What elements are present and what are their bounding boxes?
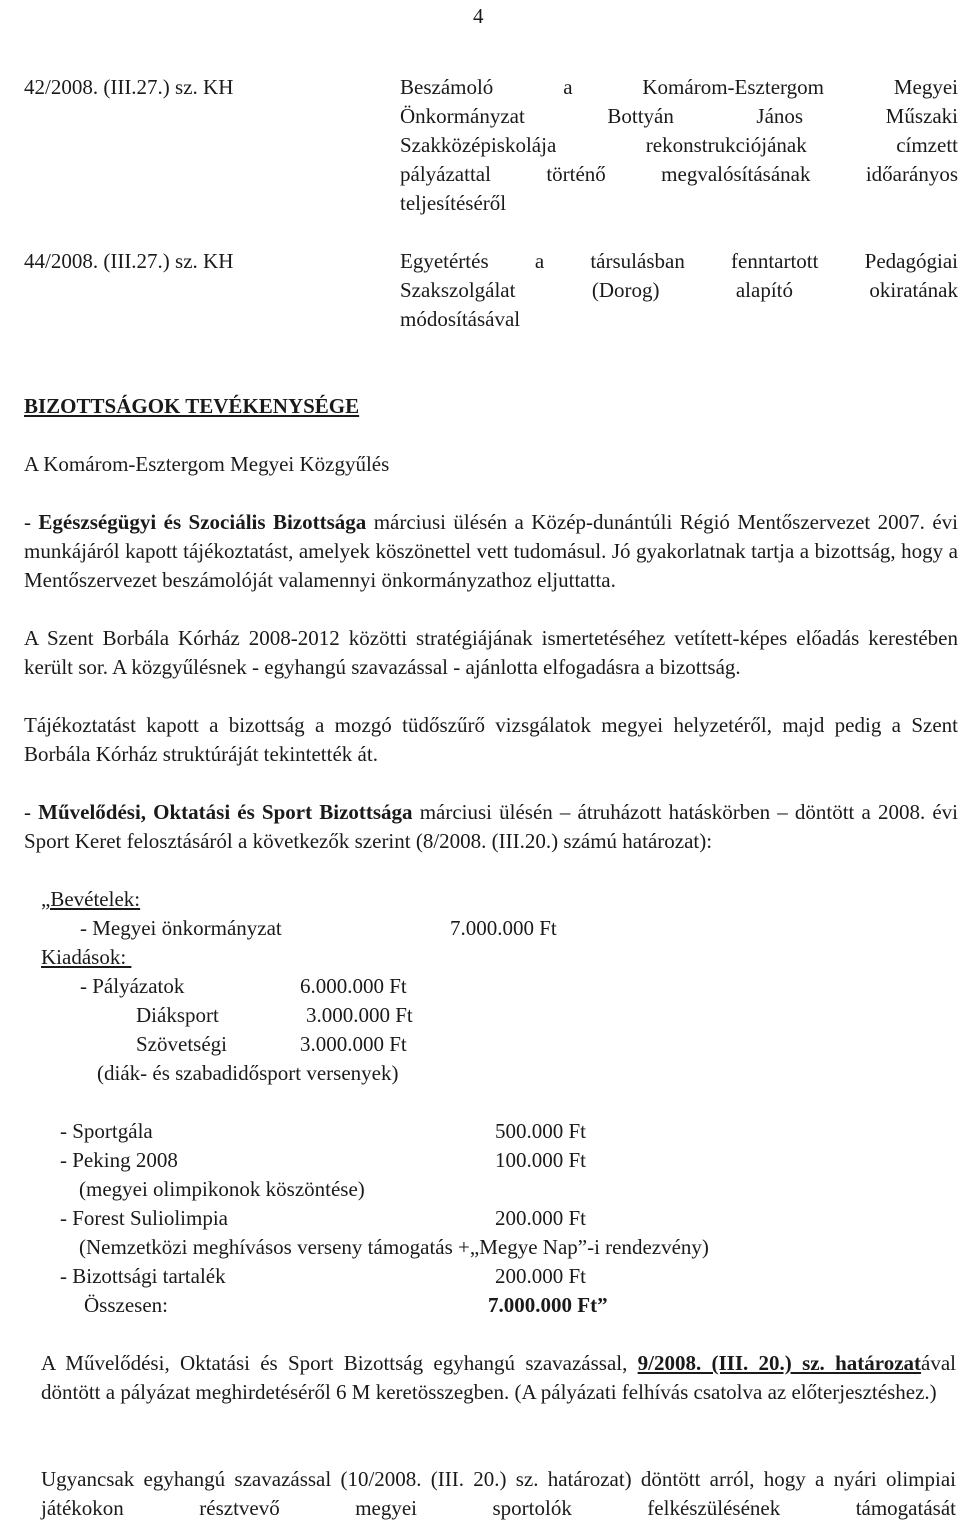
resolution-reference: 9/2008. (III. 20.) sz. határozat (637, 1351, 922, 1375)
expense-palyazatok: - Pályázatok (80, 974, 185, 998)
income-label: „Bevételek: (41, 887, 141, 911)
section-title: BIZOTTSÁGOK TEVÉKENYSÉGE (24, 394, 360, 418)
expense-palyazatok-amount: 6.000.000 Ft (300, 974, 407, 998)
income-amount: 7.000.000 Ft (450, 916, 557, 940)
total-label: Összesen: (84, 1293, 168, 1317)
sportgala-amount: 500.000 Ft (495, 1119, 587, 1143)
health-committee-paragraph-3: Tájékoztatást kapott a bizottság a mozgó tüdőszűrő vizsgálatok megyei helyzetéről, majd pedig a Szent Borbála Kórház struktúráját tekintették át. (24, 713, 958, 766)
tartalek: - Bizottsági tartalék (60, 1264, 226, 1288)
expense-szovetsegi-amount: 3.000.000 Ft (300, 1032, 407, 1056)
resolution-text: Egyetértés a társulásban fenntartott Pedagógiai Szakszolgálat (Dorog) alapító okiratának módosításával (400, 249, 958, 331)
tartalek-amount: 200.000 Ft (495, 1264, 587, 1288)
resolution-42 (24, 73, 958, 218)
health-committee-paragraph: - Egészségügyi és Szociális Bizottsága márciusi ülésén a Közép-dunántúli Régió Mentőszervezet 2007. évi munkájáról kapott tájékoztatást, amelyek köszönettel vett tudomásul. Jó gyakorlatnak tartja a bizottság, hogy a Mentőszervezet beszámolóját valamennyi önkormányzathoz eljuttatta. (24, 510, 959, 592)
culture-committee-intro: - Művelődési, Oktatási és Sport Bizottsága márciusi ülésén – átruházott hatáskörben – döntött a 2008. évi Sport Keret felosztásáról a következők szerint (8/2008. (III.20.) számú határozat): (24, 800, 958, 853)
peking: - Peking 2008 (60, 1148, 178, 1172)
expense-note: (diák- és szabadidősport versenyek) (97, 1061, 399, 1085)
expense-szovetsegi: Szövetségi (136, 1032, 227, 1056)
expense-diaksport: Diáksport (136, 1003, 219, 1027)
forest: - Forest Suliolimpia (60, 1206, 228, 1230)
assembly-name: A Komárom-Esztergom Megyei Közgyűlés (24, 452, 390, 476)
page-number: 4 (473, 4, 484, 28)
closing-paragraph-1: A Művelődési, Oktatási és Sport Bizottság egyhangú szavazással, 9/2008. (III. 20.) sz. határozatával döntött a pályázat meghirdetéséről 6 M keretösszegben. (A pályázati felhívás csatolva az előterjesztéshez.) (41, 1351, 957, 1404)
total-amount: 7.000.000 Ft” (488, 1293, 608, 1317)
committee-name: Egészségügyi és Szociális Bizottsága (38, 510, 367, 534)
resolution-44 (24, 247, 958, 334)
expense-label: Kiadások: (41, 945, 132, 969)
health-committee-paragraph-2: A Szent Borbála Kórház 2008-2012 közötti stratégiájának ismertetéséhez vetített-képes előadás kerestében került sor. A közgyűlésnek - egyhangú szavazással - ajánlotta elfogadásra a bizottság. (24, 626, 958, 679)
resolution-number: 44/2008. (III.27.) sz. KH (24, 249, 234, 273)
peking-note: (megyei olimpikonok köszöntése) (79, 1177, 365, 1201)
income-item: - Megyei önkormányzat (80, 916, 282, 940)
resolution-number: 42/2008. (III.27.) sz. KH (24, 75, 234, 99)
committee-name: Művelődési, Oktatási és Sport Bizottsága (38, 800, 413, 824)
resolution-text: Beszámoló a Komárom-Esztergom Megyei Önkormányzat Bottyán János Műszaki Szakközépiskolája rekonstrukciójának címzett pályázattal történő megvalósításának időarányos teljesítéséről (400, 75, 958, 215)
peking-amount: 100.000 Ft (495, 1148, 587, 1172)
sportgala: - Sportgála (60, 1119, 153, 1143)
forest-amount: 200.000 Ft (495, 1206, 587, 1230)
closing-paragraph-2: Ugyancsak egyhangú szavazással (10/2008. (III. 20.) sz. határozat) döntött arról, hogy a nyári olimpiai játékokon résztvevő megyei sportolók felkészülésének támogatását (41, 1467, 956, 1520)
expense-diaksport-amount: 3.000.000 Ft (306, 1003, 413, 1027)
forest-note: (Nemzetközi meghívásos verseny támogatás +„Megye Nap”-i rendezvény) (79, 1235, 709, 1259)
